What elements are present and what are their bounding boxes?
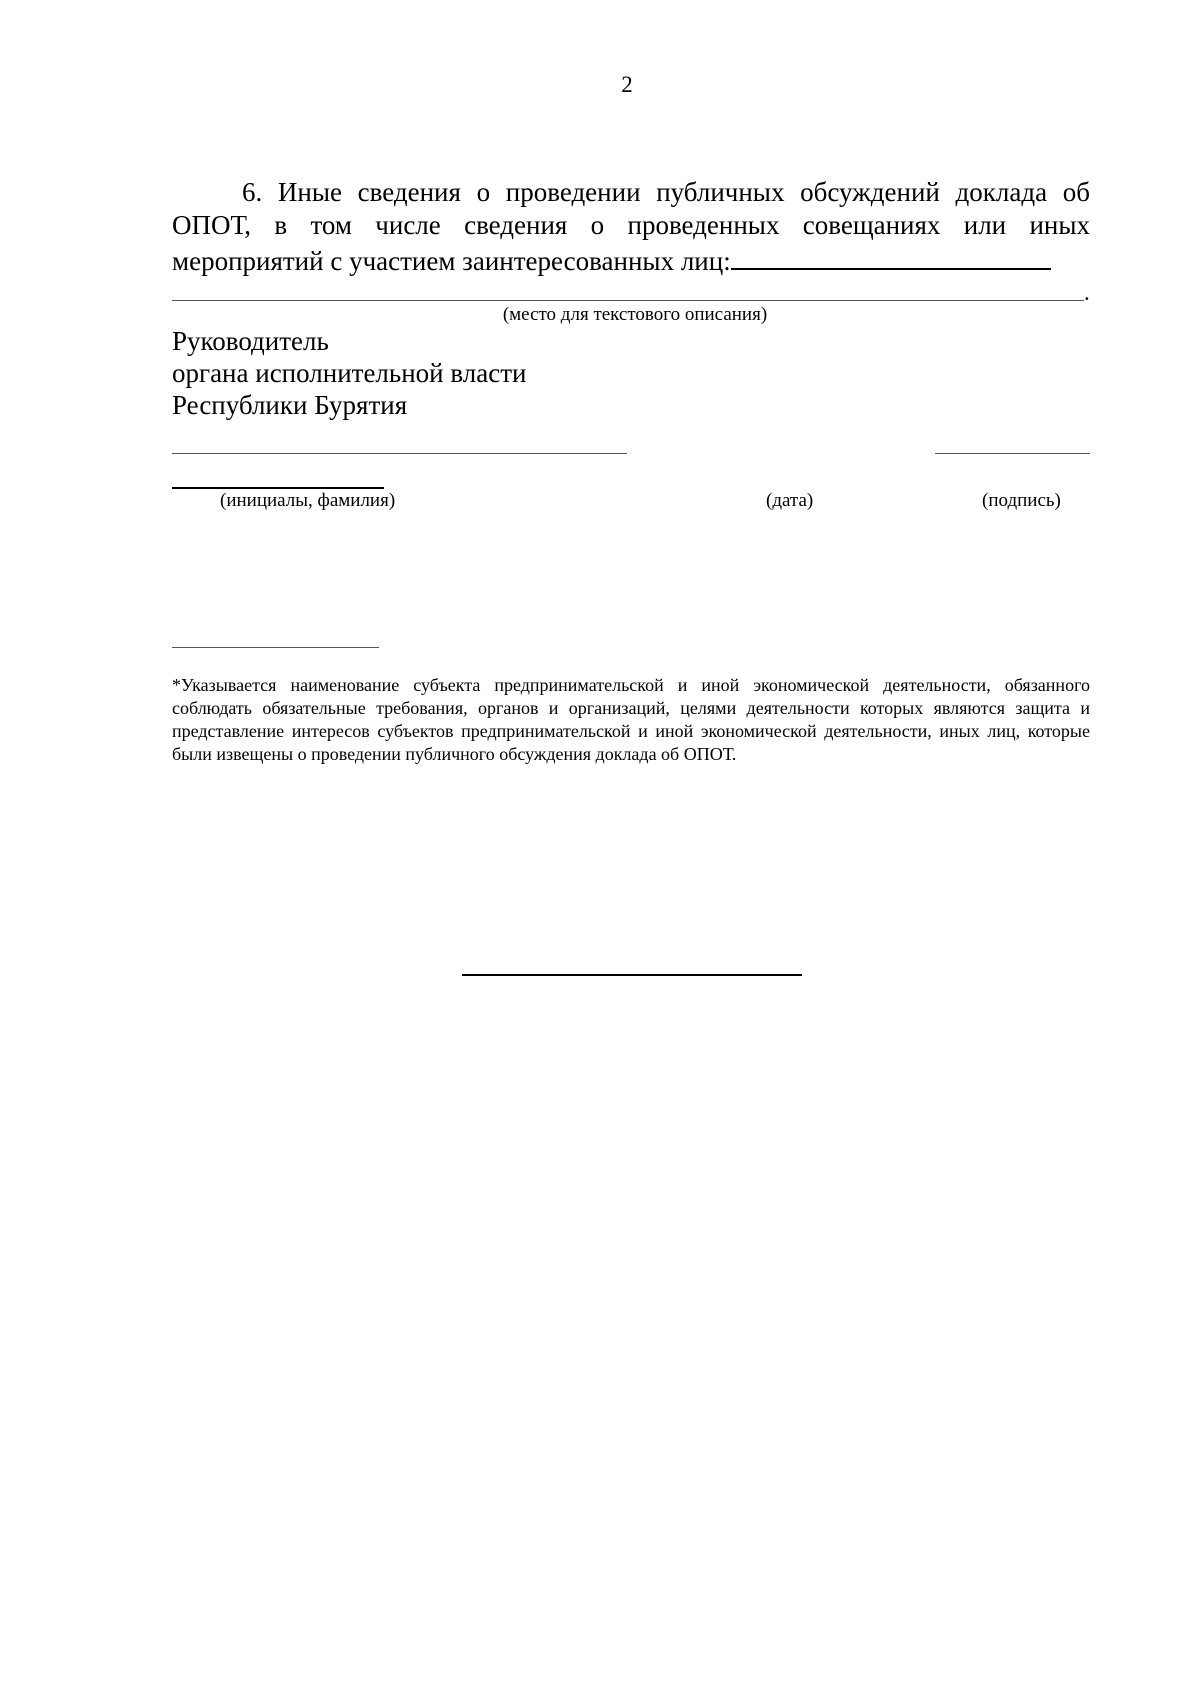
signature-label: (подпись): [982, 490, 1061, 511]
section-6-text: 6. Иные сведения о проведении публичных обсуждений доклада об ОПОТ, в том числе сведения о проведенных совещаниях или иных мероприятий с участием заинтересованных лиц:: [172, 177, 1090, 276]
page-number: 2: [621, 72, 633, 97]
signer-line-2: органа исполнительной власти: [172, 358, 527, 388]
signer-line-1: Руководитель: [172, 326, 329, 356]
end-of-document-line: [462, 974, 802, 976]
text-description-caption: (место для текстового описания): [502, 304, 768, 325]
section-6-inline-blank: [731, 242, 1051, 270]
text-description-end-mark: .: [1084, 280, 1090, 305]
section-6-paragraph: [172, 176, 1090, 278]
signature-line-left: [172, 453, 627, 454]
signer-title: [172, 325, 526, 421]
footnote: *Указывается наименование субъекта предпринимательской и иной экономической деятельности, обязанного соблюдать обязательные требования, органов и организаций, целями деятельности которых являются защита и представление интересов субъектов предпринимательской и иной экономической деятельности, иных лиц, которые были извещены о проведении публичного обсуждения доклада об ОПОТ.: [172, 675, 1090, 764]
signer-line-3: Республики Бурятия: [172, 390, 408, 420]
signature-line-right: [935, 453, 1090, 454]
initials-line: [172, 487, 384, 489]
text-description-line: [172, 300, 1084, 301]
initials-label: (инициалы, фамилия): [220, 490, 396, 511]
date-label: (дата): [766, 490, 814, 511]
footnote-separator: [172, 647, 379, 648]
